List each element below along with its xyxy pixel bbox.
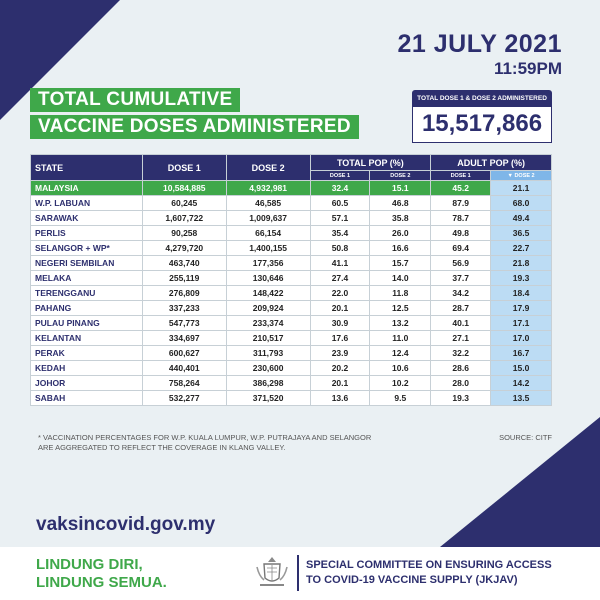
cell-total-pop-dose2: 26.0 — [370, 226, 431, 241]
subheader-adult-dose2-sorted[interactable]: ▼ DOSE 2 — [491, 171, 552, 181]
cell-state: SABAH — [31, 391, 143, 406]
footer-divider — [297, 555, 299, 591]
cell-adult-pop-dose1: 78.7 — [431, 211, 491, 226]
title-line-1: TOTAL CUMULATIVE — [30, 88, 240, 112]
cell-total-pop-dose2: 10.2 — [370, 376, 431, 391]
cell-state: PERLIS — [31, 226, 143, 241]
header-total-pop: TOTAL POP (%) — [310, 155, 431, 171]
cell-total-pop-dose1: 35.4 — [310, 226, 370, 241]
cell-dose1: 600,627 — [142, 346, 226, 361]
website-url: vaksincovid.gov.my — [36, 514, 216, 535]
cell-dose1: 60,245 — [142, 196, 226, 211]
cell-dose2: 386,298 — [226, 376, 310, 391]
table-row — [31, 286, 552, 301]
subheader-total-dose1: DOSE 1 — [310, 171, 370, 181]
table-row — [31, 256, 552, 271]
header-dose2: DOSE 2 — [226, 155, 310, 181]
cell-adult-pop-dose2: 19.3 — [491, 271, 552, 286]
cell-adult-pop-dose2: 14.2 — [491, 376, 552, 391]
committee-line-1: SPECIAL COMMITTEE ON ENSURING ACCESS — [306, 559, 552, 571]
cell-state: JOHOR — [31, 376, 143, 391]
title-line-2: VACCINE DOSES ADMINISTERED — [30, 115, 359, 139]
cell-adult-pop-dose2: 17.9 — [491, 301, 552, 316]
table-row-national — [31, 181, 552, 196]
cell-state: W.P. LABUAN — [31, 196, 143, 211]
cell-adult-pop-dose2: 21.1 — [491, 181, 552, 196]
cell-adult-pop-dose1: 56.9 — [431, 256, 491, 271]
cell-total-pop-dose1: 20.1 — [310, 376, 370, 391]
cell-dose1: 337,233 — [142, 301, 226, 316]
coat-of-arms-icon — [252, 554, 292, 592]
cell-total-pop-dose1: 23.9 — [310, 346, 370, 361]
cell-total-pop-dose1: 27.4 — [310, 271, 370, 286]
cell-dose1: 1,607,722 — [142, 211, 226, 226]
subheader-total-dose2: DOSE 2 — [370, 171, 431, 181]
cell-total-pop-dose1: 41.1 — [310, 256, 370, 271]
cell-dose2: 1,009,637 — [226, 211, 310, 226]
table-row — [31, 271, 552, 286]
cell-adult-pop-dose2: 21.8 — [491, 256, 552, 271]
cell-total-pop-dose2: 46.8 — [370, 196, 431, 211]
cell-dose1: 90,258 — [142, 226, 226, 241]
cell-adult-pop-dose2: 16.7 — [491, 346, 552, 361]
committee-name — [306, 558, 552, 588]
total-doses-box — [412, 90, 552, 143]
cell-adult-pop-dose1: 49.8 — [431, 226, 491, 241]
cell-total-pop-dose1: 50.8 — [310, 241, 370, 256]
cell-dose1: 334,697 — [142, 331, 226, 346]
cell-total-pop-dose2: 11.8 — [370, 286, 431, 301]
cell-total-pop-dose2: 16.6 — [370, 241, 431, 256]
cell-state: NEGERI SEMBILAN — [31, 256, 143, 271]
cell-adult-pop-dose1: 28.0 — [431, 376, 491, 391]
slogan — [36, 556, 167, 592]
date-block — [398, 30, 562, 79]
cell-adult-pop-dose1: 19.3 — [431, 391, 491, 406]
cell-state: PERAK — [31, 346, 143, 361]
table-row — [31, 211, 552, 226]
cell-adult-pop-dose2: 17.0 — [491, 331, 552, 346]
cell-dose2: 4,932,981 — [226, 181, 310, 196]
cell-adult-pop-dose2: 18.4 — [491, 286, 552, 301]
page-title — [30, 88, 359, 142]
table-row — [31, 346, 552, 361]
report-time: 11:59PM — [493, 59, 562, 78]
cell-adult-pop-dose1: 27.1 — [431, 331, 491, 346]
cell-adult-pop-dose1: 40.1 — [431, 316, 491, 331]
cell-dose2: 177,356 — [226, 256, 310, 271]
table-row — [31, 331, 552, 346]
table-row — [31, 301, 552, 316]
cell-adult-pop-dose2: 22.7 — [491, 241, 552, 256]
cell-total-pop-dose2: 35.8 — [370, 211, 431, 226]
vaccination-table — [30, 154, 552, 406]
cell-state: MELAKA — [31, 271, 143, 286]
cell-adult-pop-dose1: 28.7 — [431, 301, 491, 316]
cell-dose2: 210,517 — [226, 331, 310, 346]
cell-dose1: 547,773 — [142, 316, 226, 331]
cell-adult-pop-dose2: 68.0 — [491, 196, 552, 211]
cell-adult-pop-dose1: 37.7 — [431, 271, 491, 286]
cell-dose2: 371,520 — [226, 391, 310, 406]
cell-total-pop-dose2: 15.7 — [370, 256, 431, 271]
cell-dose2: 230,600 — [226, 361, 310, 376]
header-state: STATE — [31, 155, 143, 181]
table-row — [31, 196, 552, 211]
cell-adult-pop-dose2: 15.0 — [491, 361, 552, 376]
cell-adult-pop-dose1: 87.9 — [431, 196, 491, 211]
cell-adult-pop-dose1: 32.2 — [431, 346, 491, 361]
cell-total-pop-dose2: 10.6 — [370, 361, 431, 376]
footnote: * VACCINATION PERCENTAGES FOR W.P. KUALA LUMPUR, W.P. PUTRAJAYA AND SELANGOR ARE AGGREGATED TO REFLECT THE COVERAGE IN KLANG VALLEY. — [38, 433, 372, 452]
footer-bar — [0, 547, 600, 600]
cell-dose1: 4,279,720 — [142, 241, 226, 256]
cell-dose2: 1,400,155 — [226, 241, 310, 256]
cell-adult-pop-dose1: 45.2 — [431, 181, 491, 196]
cell-total-pop-dose1: 13.6 — [310, 391, 370, 406]
cell-total-pop-dose2: 14.0 — [370, 271, 431, 286]
cell-dose2: 233,374 — [226, 316, 310, 331]
subheader-adult-dose1: DOSE 1 — [431, 171, 491, 181]
cell-total-pop-dose1: 30.9 — [310, 316, 370, 331]
slogan-line-2: LINDUNG SEMUA. — [36, 574, 167, 591]
cell-state: PULAU PINANG — [31, 316, 143, 331]
cell-total-pop-dose2: 9.5 — [370, 391, 431, 406]
cell-adult-pop-dose2: 17.1 — [491, 316, 552, 331]
cell-total-pop-dose1: 60.5 — [310, 196, 370, 211]
cell-dose1: 440,401 — [142, 361, 226, 376]
table-row — [31, 376, 552, 391]
total-doses-label: TOTAL DOSE 1 & DOSE 2 ADMINISTERED — [412, 90, 552, 107]
table-row — [31, 391, 552, 406]
cell-total-pop-dose2: 15.1 — [370, 181, 431, 196]
header-dose1: DOSE 1 — [142, 155, 226, 181]
total-doses-value: 15,517,866 — [412, 107, 552, 143]
cell-adult-pop-dose2: 13.5 — [491, 391, 552, 406]
cell-dose1: 532,277 — [142, 391, 226, 406]
cell-state: KELANTAN — [31, 331, 143, 346]
cell-state: KEDAH — [31, 361, 143, 376]
cell-state: PAHANG — [31, 301, 143, 316]
cell-dose1: 463,740 — [142, 256, 226, 271]
cell-dose2: 148,422 — [226, 286, 310, 301]
cell-adult-pop-dose2: 49.4 — [491, 211, 552, 226]
cell-adult-pop-dose1: 69.4 — [431, 241, 491, 256]
cell-dose1: 758,264 — [142, 376, 226, 391]
cell-total-pop-dose2: 12.4 — [370, 346, 431, 361]
cell-dose2: 66,154 — [226, 226, 310, 241]
header-adult-pop: ADULT POP (%) — [431, 155, 552, 171]
table-row — [31, 241, 552, 256]
cell-state: SARAWAK — [31, 211, 143, 226]
cell-dose1: 255,119 — [142, 271, 226, 286]
cell-adult-pop-dose2: 36.5 — [491, 226, 552, 241]
cell-dose2: 209,924 — [226, 301, 310, 316]
cell-total-pop-dose1: 57.1 — [310, 211, 370, 226]
table-row — [31, 226, 552, 241]
cell-dose2: 311,793 — [226, 346, 310, 361]
cell-total-pop-dose1: 20.1 — [310, 301, 370, 316]
cell-dose1: 10,584,885 — [142, 181, 226, 196]
report-date: 21 JULY 2021 — [397, 30, 562, 58]
cell-dose2: 130,646 — [226, 271, 310, 286]
cell-total-pop-dose2: 12.5 — [370, 301, 431, 316]
slogan-line-1: LINDUNG DIRI, — [36, 556, 143, 573]
table-row — [31, 316, 552, 331]
cell-dose2: 46,585 — [226, 196, 310, 211]
committee-line-2: TO COVID-19 VACCINE SUPPLY (JKJAV) — [306, 574, 518, 586]
cell-total-pop-dose1: 20.2 — [310, 361, 370, 376]
cell-state: MALAYSIA — [31, 181, 143, 196]
cell-state: SELANGOR + WP* — [31, 241, 143, 256]
cell-total-pop-dose1: 32.4 — [310, 181, 370, 196]
cell-dose1: 276,809 — [142, 286, 226, 301]
cell-adult-pop-dose1: 34.2 — [431, 286, 491, 301]
cell-total-pop-dose2: 13.2 — [370, 316, 431, 331]
cell-state: TERENGGANU — [31, 286, 143, 301]
table-row — [31, 361, 552, 376]
cell-total-pop-dose1: 22.0 — [310, 286, 370, 301]
cell-total-pop-dose2: 11.0 — [370, 331, 431, 346]
cell-adult-pop-dose1: 28.6 — [431, 361, 491, 376]
cell-total-pop-dose1: 17.6 — [310, 331, 370, 346]
source-label: SOURCE: CITF — [499, 433, 552, 442]
